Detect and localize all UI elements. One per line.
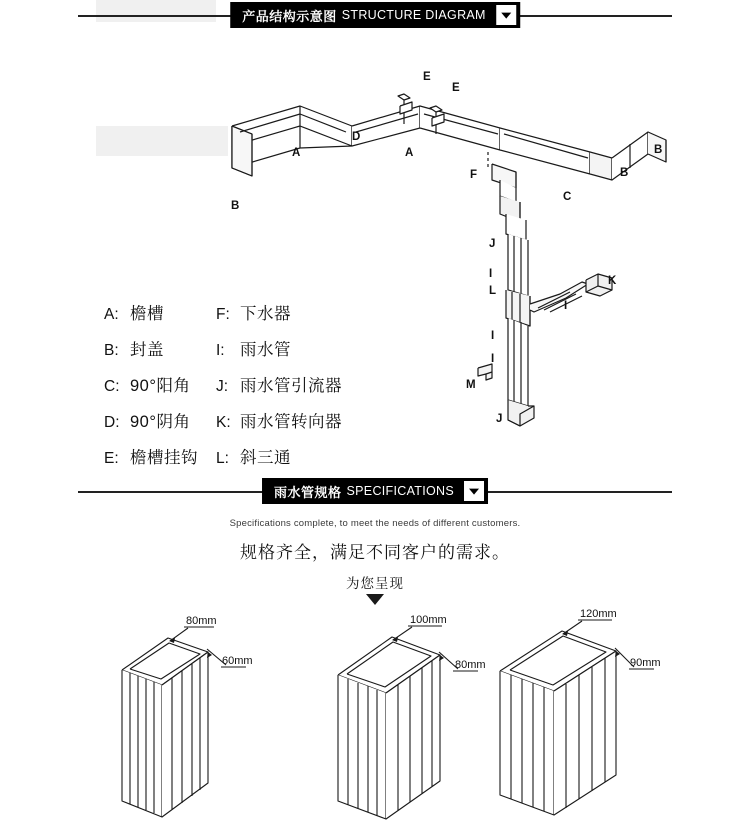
svg-text:B: B <box>654 144 663 156</box>
legend-list <box>104 300 342 468</box>
svg-text:F: F <box>470 169 478 181</box>
legend-key-a: A: <box>104 306 119 323</box>
pipe-3-depth-label: 90mm <box>630 657 661 669</box>
legend-label-l: 斜三通 <box>240 449 291 467</box>
svg-text:B: B <box>620 167 629 179</box>
specs-section-banner <box>0 478 750 506</box>
svg-text:A: A <box>292 147 301 159</box>
svg-text:I: I <box>489 268 493 280</box>
chevron-down-icon[interactable] <box>496 5 516 25</box>
specs-banner-box <box>262 478 488 504</box>
legend-item-j <box>216 372 342 396</box>
legend-label-e: 檐槽挂钩 <box>130 449 198 467</box>
legend-key-f: F: <box>216 306 230 323</box>
specs-english-line: Specifications complete, to meet the needs of different customers. <box>229 518 521 529</box>
legend-key-c: C: <box>104 378 120 395</box>
svg-text:I: I <box>491 353 495 365</box>
pipe-1-depth-label: 60mm <box>222 655 253 667</box>
pipe-size-illustrations <box>0 605 750 838</box>
chevron-down-icon[interactable] <box>464 481 484 501</box>
legend-label-f: 下水器 <box>240 305 291 323</box>
legend-column-1 <box>104 300 198 468</box>
legend-key-l: L: <box>216 450 229 467</box>
legend-key-e: E: <box>104 450 119 467</box>
svg-text:B: B <box>231 200 240 212</box>
svg-text:L: L <box>489 285 497 297</box>
legend-item-d <box>104 408 198 432</box>
legend-label-k: 雨水管转向器 <box>240 413 342 431</box>
legend-label-i: 雨水管 <box>240 341 291 359</box>
specs-title-en: SPECIFICATIONS <box>346 484 454 498</box>
svg-text:J: J <box>496 413 503 425</box>
svg-text:C: C <box>563 191 572 203</box>
legend-item-b <box>104 336 198 360</box>
legend-item-k <box>216 408 342 432</box>
svg-text:M: M <box>466 379 476 391</box>
specs-title-cn: 雨水管规格 <box>274 484 342 500</box>
pipe-2-width-label: 100mm <box>410 614 447 626</box>
structure-title-en: STRUCTURE DIAGRAM <box>341 8 486 22</box>
legend-item-c <box>104 372 198 396</box>
arrow-down-icon <box>366 594 384 605</box>
structure-section-banner <box>0 2 750 30</box>
svg-text:J: J <box>489 238 496 250</box>
legend-key-b: B: <box>104 342 119 359</box>
structure-title-cn: 产品结构示意图 <box>242 8 337 24</box>
svg-text:E: E <box>423 71 431 83</box>
legend-item-e <box>104 444 198 468</box>
legend-item-a <box>104 300 198 324</box>
pipe-1-width-label: 80mm <box>186 615 217 627</box>
legend-item-i <box>216 336 342 360</box>
specs-subheading: 为您呈现 <box>346 576 404 591</box>
structure-banner-box <box>230 2 520 28</box>
svg-text:E: E <box>452 82 460 94</box>
legend-label-c: 90°阳角 <box>130 377 191 395</box>
svg-text:K: K <box>608 275 617 287</box>
specs-chinese-line: 规格齐全，满足不同客户的需求。 <box>240 543 510 562</box>
legend-column-2 <box>216 300 342 468</box>
legend-key-k: K: <box>216 414 231 431</box>
svg-text:I: I <box>564 300 568 312</box>
legend-label-b: 封盖 <box>130 341 164 359</box>
legend-key-d: D: <box>104 414 120 431</box>
legend-label-a: 檐槽 <box>130 305 164 323</box>
svg-text:A: A <box>405 147 414 159</box>
legend-item-l <box>216 444 342 468</box>
legend-label-j: 雨水管引流器 <box>240 377 342 395</box>
svg-text:I: I <box>491 330 495 342</box>
pipe-2-depth-label: 80mm <box>455 659 486 671</box>
svg-text:D: D <box>352 131 361 143</box>
pipe-3-width-label: 120mm <box>580 608 617 620</box>
legend-item-f <box>216 300 342 324</box>
legend-label-d: 90°阴角 <box>130 413 191 431</box>
legend-key-j: J: <box>216 378 229 395</box>
legend-key-i: I: <box>216 342 225 359</box>
